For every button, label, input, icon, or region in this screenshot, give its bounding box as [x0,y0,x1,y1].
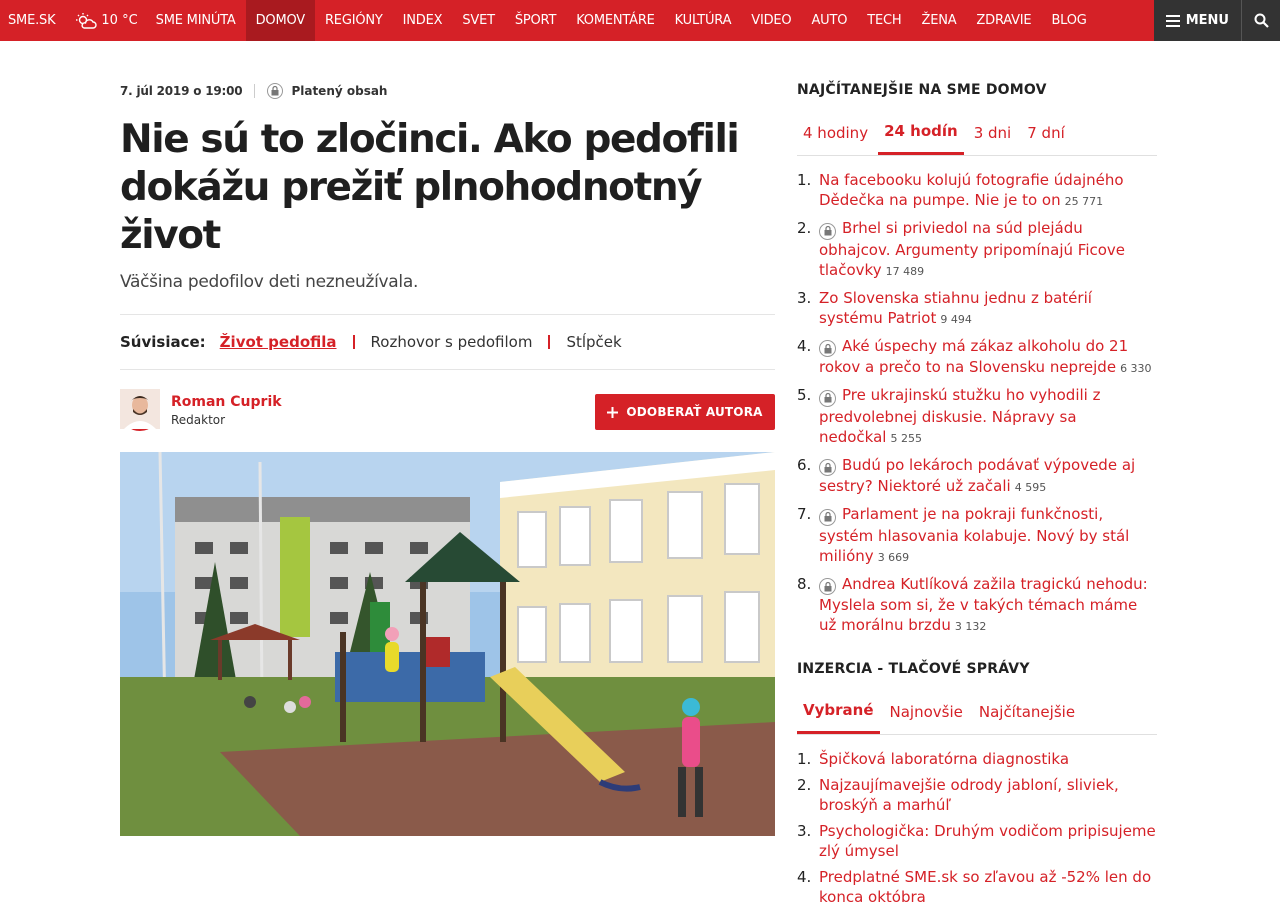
item-read-count: 3 669 [877,550,910,564]
nav-item-zdravie[interactable]: ZDRAVIE [976,13,1032,28]
item-read-count: 5 255 [890,431,922,445]
item-link[interactable]: Psychologička: Druhým vodičom pripisujeme zlý úmysel [819,822,1156,860]
item-link[interactable]: Najzaujímavejšie odrody jabloní, sliviek, broskýň a marhúľ [819,776,1119,814]
item-read-count: 4 595 [1014,481,1047,494]
most-read-item[interactable] [797,504,1157,568]
author-name[interactable]: Roman Cuprik [171,393,282,410]
item-link[interactable] [819,574,1157,638]
item-title: Budú po lekároch podávať výpovede aj sestry? Niektoré už začali [819,455,1136,495]
tab-24-hodin[interactable]: 24 hodín [878,110,964,155]
sidebar [797,70,1157,913]
item-title: Zo Slovenska stiahnu jednu z batérií systému Patriot [819,288,1092,327]
article-main-photo[interactable] [120,452,775,836]
tab-7-dni[interactable]: 7 dní [1027,123,1065,142]
item-number: 5. [797,386,812,404]
related-link-rozhovor[interactable]: Rozhovor s pedofilom [370,333,533,351]
most-read-item[interactable] [797,170,1157,212]
author-block [120,370,775,452]
item-read-count: 6 330 [1120,362,1152,375]
ads-tabs [797,689,1157,735]
item-number: 4. [797,868,812,886]
tab-najcitanejsie[interactable]: Najčítanejšie [978,702,1076,721]
most-read-item[interactable] [797,218,1157,282]
paid-content-label: Platený obsah [291,84,388,98]
nav-item-svet[interactable]: SVET [462,13,495,28]
top-navigation [0,0,1280,41]
lock-icon [819,509,836,526]
related-link-zivot-pedofila[interactable]: Život pedofila [219,333,337,351]
hamburger-icon [1166,15,1180,27]
author-role: Redaktor [171,412,226,427]
item-number: 1. [797,750,812,768]
related-link-stlpcek[interactable]: Stĺpček [566,333,622,351]
lock-icon [819,578,836,595]
nav-item-auto[interactable]: AUTO [811,13,848,28]
lock-icon [267,83,283,99]
item-link[interactable]: Predplatné SME.sk so zľavou až -52% len do konca októbra [819,868,1152,906]
item-number: 1. [797,171,812,189]
most-read-item[interactable] [797,455,1157,499]
most-read-tabs [797,110,1157,156]
item-link[interactable] [819,170,1157,212]
most-read-list [797,170,1157,637]
item-read-count: 3 132 [954,620,987,633]
author-avatar[interactable] [120,391,160,431]
item-link[interactable] [819,336,1157,380]
item-title: Na facebooku kolujú fotografie údajného Dědečka na pumpe. Nie je to on [819,171,1124,209]
lock-icon [819,340,836,357]
search-icon [1254,13,1269,28]
most-read-item[interactable] [797,336,1157,380]
tab-vybrane[interactable]: Vybrané [797,689,880,734]
menu-button[interactable] [1154,0,1242,41]
item-title: Andrea Kutlíková zažila tragickú nehodu: Myslela som si, že v takých témach máme už morálnu brzdu [819,574,1148,634]
item-title: Aké úspechy má zákaz alkoholu do 21 rokov a prečo to na Slovensku neprejde [819,336,1129,376]
tab-4-hodiny[interactable]: 4 hodiny [803,123,869,142]
weather-temperature: 10 °C [101,13,138,28]
ads-list [797,749,1157,907]
item-link[interactable] [819,385,1157,449]
item-link[interactable] [819,218,1157,282]
item-read-count: 25 771 [1064,195,1104,208]
item-read-count: 9 494 [940,312,972,326]
item-number: 4. [797,336,812,355]
menu-label: MENU [1185,13,1229,28]
nav-item-regiony[interactable]: REGIÓNY [324,13,383,28]
lock-icon [819,459,836,476]
article-meta [120,70,775,112]
ads-section [797,649,1157,907]
search-button[interactable] [1242,0,1280,41]
nav-item-blog[interactable]: BLOG [1051,13,1087,28]
nav-item-komentare[interactable]: KOMENTÁRE [576,13,655,28]
follow-author-label: ODOBERAŤ AUTORA [626,405,763,419]
tab-3-dni[interactable]: 3 dni [973,123,1012,142]
ad-item[interactable] [797,749,1157,769]
site-logo[interactable]: SME.SK [8,13,56,28]
item-link[interactable] [819,455,1157,499]
article-date: 7. júl 2019 o 19:00 [120,84,243,98]
lock-icon [819,390,836,407]
author-info [171,394,282,427]
related-label: Súvisiace: [120,333,206,351]
item-number: 7. [797,505,812,523]
article [120,70,775,836]
ad-item[interactable] [797,775,1157,815]
item-link[interactable]: Špičková laboratórna diagnostika [819,750,1070,768]
nav-item-kultura[interactable]: KULTÚRA [674,13,732,28]
partly-sunny-icon [75,12,97,30]
nav-item-video[interactable]: VIDEO [751,13,792,28]
item-number: 3. [797,288,812,307]
related-divider [353,335,355,349]
item-read-count: 17 489 [885,264,925,278]
article-subtitle: Väčšina pedofilov deti nezneužívala. [120,272,419,292]
weather-widget[interactable] [67,0,145,41]
related-divider [548,335,550,349]
item-number: 2. [797,219,812,237]
item-number: 6. [797,455,812,474]
most-read-item[interactable] [797,288,1157,330]
nav-item-index[interactable]: INDEX [402,13,443,28]
item-link[interactable] [819,504,1157,568]
item-title: Pre ukrajinskú stužku ho vyhodili z predvolebnej diskusie. Nápravy sa nedočkal [819,386,1101,446]
related-links [120,314,775,370]
item-link[interactable] [819,288,1157,330]
tab-najnovsie[interactable]: Najnovšie [889,702,963,721]
item-number: 8. [797,574,812,593]
nav-item-sport[interactable]: ŠPORT [514,13,557,28]
most-read-heading: NAJČÍTANEJŠIE NA SME DOMOV [797,82,1047,98]
ad-item[interactable] [797,821,1157,861]
plus-icon [607,407,618,418]
nav-spacer [1097,0,1154,41]
nav-item-zena[interactable]: ŽENA [921,13,957,28]
article-title: Nie sú to zločinci. Ako pedofili dokážu prežiť plnohodnotný život [120,117,739,258]
nav-item-tech[interactable]: TECH [867,13,902,28]
nav-item-sme-minuta[interactable]: SME MINÚTA [155,13,236,28]
follow-author-button[interactable] [595,394,775,430]
lock-icon [819,223,836,240]
item-title: Parlament je na pokraji funkčnosti, systém hlasovania kolabuje. Nový by stál milióny [819,505,1130,565]
most-read-item[interactable] [797,385,1157,449]
most-read-item[interactable] [797,574,1157,638]
ad-item[interactable] [797,867,1157,907]
item-title: Brhel si priviedol na súd plejádu obhajcov. Argumenty pripomínajú Ficove tlačovky [819,219,1126,279]
item-number: 3. [797,822,812,840]
item-number: 2. [797,776,812,794]
ads-heading: INZERCIA - TLAČOVÉ SPRÁVY [797,661,1030,677]
meta-divider [254,84,255,98]
nav-item-domov[interactable]: DOMOV [246,0,315,41]
